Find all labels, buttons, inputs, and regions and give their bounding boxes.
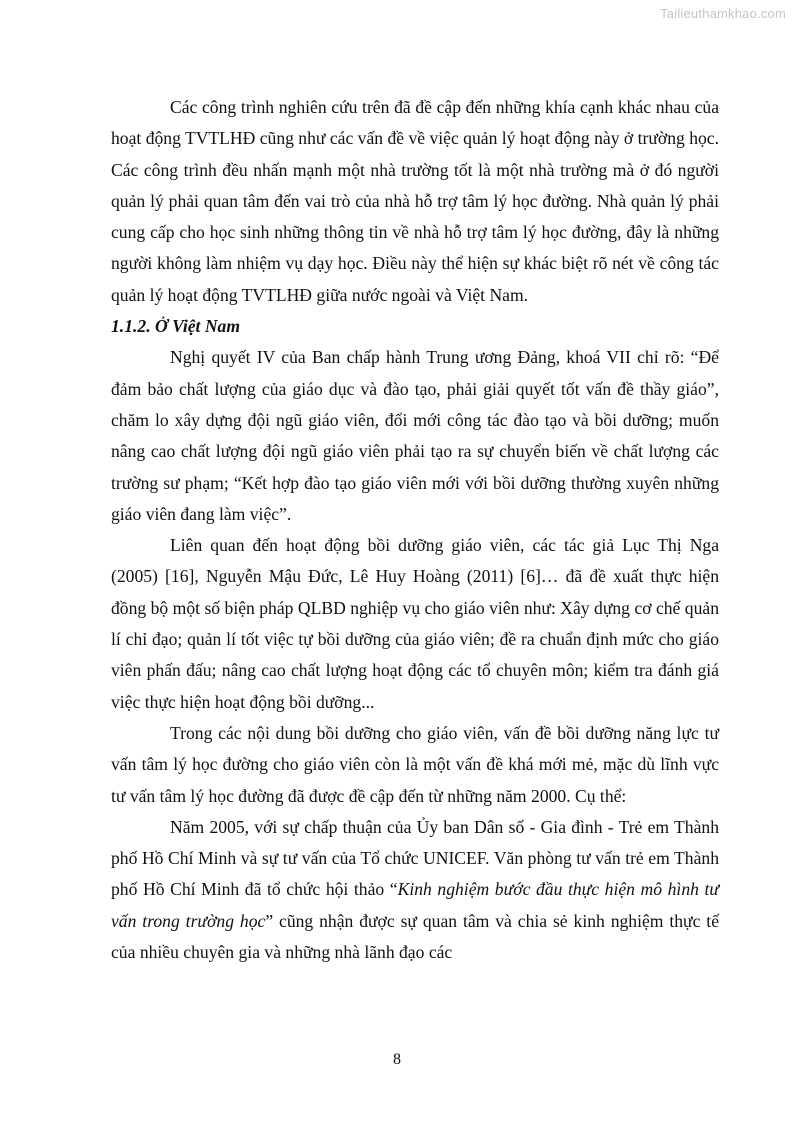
- paragraph-2005-workshop: [111, 812, 719, 968]
- workshop-title: Kinh nghiệm bước đầu thực hiện mô hình tư vấn trong trường học: [111, 879, 719, 931]
- paragraph-2005-text-a: Năm 2005, với sự chấp thuận của Ủy ban Dân số - Gia đình - Trẻ em Thành phố Hồ Chí Minh và sự tư vấn của Tổ chức UNICEF. Văn phòng tư vấn trẻ em Thành phố Hồ Chí Minh đã tổ chức hội thảo “: [111, 816, 719, 900]
- paragraph-resolution: Nghị quyết IV của Ban chấp hành Trung ương Đảng, khoá VII chỉ rõ: “Để đảm bảo chất lượng của giáo dục và đào tạo, phải giải quyết tốt vấn đề thầy giáo”, chăm lo xây dựng đội ngũ giáo viên, đổi mới công tác đào tạo và bồi dưỡng; muốn nâng cao chất lượng đội ngũ giáo viên phải tạo ra sự chuyển biến về chất lượng các trường sư phạm; “Kết hợp đào tạo giáo viên mới với bồi dưỡng thường xuyên những giáo viên đang làm việc”.: [111, 347, 719, 524]
- watermark: Tailieuthamkhao.com: [660, 6, 786, 21]
- paragraph-research-summary: Các công trình nghiên cứu trên đã đề cập đến những khía cạnh khác nhau của hoạt động TVTLHĐ cũng như các vấn đề về việc quản lý hoạt động này ở trường học. Các công trình đều nhấn mạnh một nhà trường tốt là một nhà trường mà ở đó người quản lý phải quan tâm đến vai trò của nhà hỗ trợ tâm lý học đường. Nhà quản lý phải cung cấp cho học sinh những thông tin về nhà hỗ trợ tâm lý học đường, đây là những người không làm nhiệm vụ dạy học. Điều này thể hiện sự khác biệt rõ nét về công tác quản lý hoạt động TVTLHĐ giữa nước ngoài và Việt Nam.: [111, 97, 720, 305]
- paragraph-teacher-training: Liên quan đến hoạt động bồi dưỡng giáo viên, các tác giả Lục Thị Nga (2005) [16], Nguyễn Mậu Đức, Lê Huy Hoàng (2011) [6]… đã đề xuất thực hiện đồng bộ một số biện pháp QLBD nghiệp vụ cho giáo viên như: Xây dựng cơ chế quản lí chỉ đạo; quản lí tốt việc tự bồi dưỡng của giáo viên; đề ra chuẩn định mức cho giáo viên phấn đấu; nâng cao chất lượng hoạt động các tổ chuyên môn; kiểm tra đánh giá việc thực hiện hoạt động bồi dưỡng...: [111, 535, 719, 712]
- paragraph-counseling-content: Trong các nội dung bồi dưỡng cho giáo viên, vấn đề bồi dưỡng năng lực tư vấn tâm lý học đường cho giáo viên còn là một vấn đề khá mới mẻ, mặc dù lĩnh vực tư vấn tâm lý học đường đã được đề cập đến từ những năm 2000. Cụ thể:: [111, 722, 719, 806]
- page-number: 8: [393, 1051, 401, 1068]
- section-heading-vietnam: 1.1.2. Ở Việt Nam: [111, 316, 241, 337]
- paragraph-2005-text-b: ” cũng nhận được sự quan tâm và chia sẻ kinh nghiệm thực tế của nhiều chuyên gia và những nhà lãnh đạo các: [111, 910, 720, 963]
- page-body: [111, 92, 719, 968]
